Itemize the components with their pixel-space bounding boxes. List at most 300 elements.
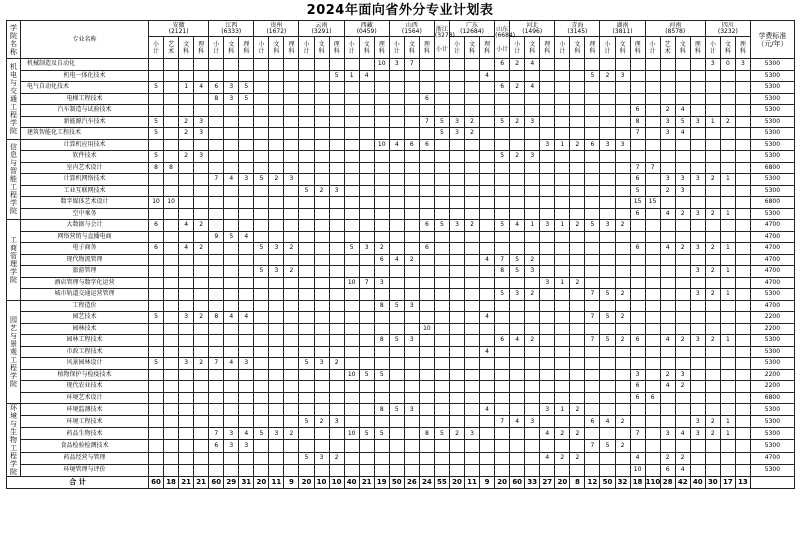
plan-count: 6 [149,243,164,255]
plan-count [419,162,434,174]
plan-count [585,208,600,220]
plan-count [284,208,299,220]
plan-count [254,220,269,232]
plan-count [209,243,224,255]
plan-count: 8 [630,116,645,128]
plan-count [209,128,224,140]
plan-count [329,82,344,94]
fee-value: 4700 [750,220,794,232]
plan-count [434,323,449,335]
plan-count [660,59,675,71]
plan-count [645,70,660,82]
plan-count [510,93,525,105]
plan-count [600,151,615,163]
province-name: 湖南 [616,21,629,29]
plan-count [209,392,224,404]
plan-count: 3 [449,116,464,128]
fee-value: 5300 [750,70,794,82]
plan-count: 8 [374,404,389,416]
plan-count [239,452,254,464]
plan-count [449,231,464,243]
plan-count [675,197,690,209]
category-header-like: 理 科 [329,37,344,59]
plan-count [705,346,720,358]
plan-count [735,392,750,404]
plan-count [284,70,299,82]
plan-count [209,197,224,209]
plan-count [705,277,720,289]
plan-count [209,369,224,381]
fee-value: 4700 [750,231,794,243]
plan-count [209,381,224,393]
plan-count: 7 [209,174,224,186]
plan-count [404,369,419,381]
table-row [7,416,795,428]
plan-count [194,139,209,151]
plan-count [359,464,374,476]
plan-count [660,323,675,335]
plan-count [690,105,705,117]
plan-count [344,335,359,347]
plan-count [480,128,495,140]
plan-count [510,139,525,151]
plan-count [585,369,600,381]
plan-count [389,128,404,140]
plan-count [735,369,750,381]
plan-count [179,59,194,71]
plan-count [359,346,374,358]
plan-count [615,243,630,255]
plan-count [645,243,660,255]
plan-count [284,369,299,381]
plan-count [359,358,374,370]
plan-count [735,300,750,312]
plan-count [630,440,645,452]
plan-count [480,300,495,312]
plan-count: 2 [194,358,209,370]
plan-count [570,185,585,197]
plan-count [269,82,284,94]
plan-count [555,346,570,358]
plan-count [735,93,750,105]
category-header-wenke: 文 科 [179,37,194,59]
plan-count [645,139,660,151]
plan-count: 10 [419,323,434,335]
plan-count: 3 [690,266,705,278]
plan-count [224,289,239,301]
plan-count [434,404,449,416]
plan-count [495,208,510,220]
plan-count [510,300,525,312]
plan-count [314,59,329,71]
plan-count [720,231,735,243]
plan-count [735,266,750,278]
plan-count [149,254,164,266]
plan-count [510,162,525,174]
plan-count [404,197,419,209]
plan-count [404,151,419,163]
plan-count: 2 [675,243,690,255]
plan-count [720,464,735,476]
plan-count: 3 [615,139,630,151]
plan-count [585,452,600,464]
plan-count: 3 [284,174,299,186]
plan-count [314,70,329,82]
plan-count [269,369,284,381]
plan-count [600,243,615,255]
plan-count: 4 [630,452,645,464]
plan-count [404,358,419,370]
plan-count [389,464,404,476]
plan-count [254,197,269,209]
plan-count [615,185,630,197]
plan-count [720,93,735,105]
plan-count [149,70,164,82]
fee-value: 5300 [750,335,794,347]
plan-count [299,220,314,232]
plan-count [194,266,209,278]
plan-count [540,346,555,358]
plan-count [645,93,660,105]
plan-count [510,452,525,464]
plan-count [510,185,525,197]
plan-count [555,300,570,312]
plan-count [720,151,735,163]
plan-count [570,416,585,428]
plan-count: 2 [555,452,570,464]
plan-count [675,70,690,82]
province-name: 江西 [225,21,238,29]
plan-count [675,416,690,428]
plan-count: 5 [254,266,269,278]
plan-count [660,162,675,174]
plan-count [374,440,389,452]
fee-value: 5300 [750,416,794,428]
plan-count [344,452,359,464]
category-header-wenke: 文 科 [525,37,540,59]
plan-count [720,440,735,452]
total-count: 12 [585,477,600,489]
plan-count [449,185,464,197]
plan-count [239,335,254,347]
plan-count [735,335,750,347]
plan-count [449,358,464,370]
plan-count [720,369,735,381]
plan-count [194,289,209,301]
plan-count [525,162,540,174]
plan-count [615,82,630,94]
plan-count: 2 [194,312,209,324]
province-code: (3291) [311,27,332,35]
plan-count [254,59,269,71]
plan-count: 1 [179,82,194,94]
fee-value: 2200 [750,369,794,381]
fee-value: 5300 [750,128,794,140]
table-row [7,139,795,151]
plan-count [645,381,660,393]
plan-count [480,116,495,128]
plan-count [419,440,434,452]
table-row [7,59,795,71]
plan-count [239,464,254,476]
plan-count [720,128,735,140]
major-name: 药品生物技术 [21,428,149,440]
plan-count [164,82,179,94]
plan-count [690,139,705,151]
plan-count [555,151,570,163]
plan-count [600,174,615,186]
fee-value: 6800 [750,392,794,404]
plan-count [720,358,735,370]
plan-count: 5 [359,428,374,440]
plan-count: 3 [690,243,705,255]
plan-count: 1 [720,289,735,301]
plan-count [540,231,555,243]
plan-count: 4 [179,220,194,232]
plan-count [359,208,374,220]
major-name: 园艺技术 [21,312,149,324]
plan-count [690,231,705,243]
plan-count [720,452,735,464]
plan-count [465,105,480,117]
plan-count [374,312,389,324]
plan-count [329,231,344,243]
plan-count [675,346,690,358]
plan-count [675,289,690,301]
plan-count [720,70,735,82]
category-header-like: 理 科 [690,37,705,59]
fee-value: 6800 [750,197,794,209]
plan-count [299,440,314,452]
plan-count [555,416,570,428]
plan-count: 4 [179,243,194,255]
plan-count: 2 [510,116,525,128]
plan-count [404,266,419,278]
fee-value: 5300 [750,346,794,358]
plan-count [179,346,194,358]
plan-count: 8 [149,162,164,174]
plan-count [389,440,404,452]
major-name: 机械制造及自动化 [21,59,149,71]
plan-count [449,452,464,464]
plan-count [269,452,284,464]
plan-count [585,428,600,440]
plan-count [284,93,299,105]
plan-count [149,452,164,464]
plan-count [615,197,630,209]
plan-count [344,323,359,335]
plan-count [495,174,510,186]
plan-count [480,358,495,370]
plan-count [705,254,720,266]
plan-count [705,452,720,464]
plan-count [480,185,495,197]
fee-value: 5300 [750,208,794,220]
plan-count [149,464,164,476]
plan-count [720,254,735,266]
plan-count [585,464,600,476]
plan-count [329,151,344,163]
plan-count: 3 [239,174,254,186]
plan-count [254,416,269,428]
table-row [7,128,795,140]
plan-count [359,440,374,452]
plan-count [164,254,179,266]
plan-count [434,162,449,174]
province-code: (3278) [434,31,455,39]
plan-count [705,162,720,174]
plan-count [585,231,600,243]
plan-count [194,428,209,440]
plan-count: 5 [254,243,269,255]
plan-count [269,440,284,452]
plan-count [570,335,585,347]
plan-count [389,162,404,174]
plan-count [374,208,389,220]
plan-count [449,162,464,174]
plan-count [344,440,359,452]
plan-count: 6 [419,93,434,105]
plan-count: 2 [510,82,525,94]
plan-count [164,335,179,347]
plan-count [419,464,434,476]
plan-count [149,174,164,186]
province-name: 贵州 [270,21,283,29]
plan-count [269,323,284,335]
plan-count [209,452,224,464]
plan-count [645,440,660,452]
plan-count [540,254,555,266]
plan-count [480,197,495,209]
plan-count [495,369,510,381]
plan-count [434,358,449,370]
plan-count [570,369,585,381]
plan-count: 7 [495,254,510,266]
plan-count [299,197,314,209]
plan-count [419,59,434,71]
plan-count [359,392,374,404]
plan-count [374,105,389,117]
plan-count [735,277,750,289]
plan-count [404,128,419,140]
plan-count [269,335,284,347]
fee-value: 6800 [750,162,794,174]
subtotal-label: 小计 [496,45,509,53]
total-count: 20 [254,477,269,489]
total-count: 9 [480,477,495,489]
table-row [7,243,795,255]
plan-count [615,428,630,440]
plan-count [359,254,374,266]
total-label: 合 计 [7,477,149,489]
plan-count [555,358,570,370]
plan-count [224,116,239,128]
plan-count [344,254,359,266]
plan-count [585,381,600,393]
plan-count [194,277,209,289]
plan-count: 1 [705,116,720,128]
table-row [7,220,795,232]
plan-count [359,151,374,163]
total-count: 26 [404,477,419,489]
plan-count [314,208,329,220]
plan-count: 3 [690,289,705,301]
plan-count [224,197,239,209]
plan-count [239,162,254,174]
plan-count: 3 [540,220,555,232]
plan-count: 4 [224,358,239,370]
plan-count: 6 [630,392,645,404]
plan-count [660,392,675,404]
plan-count [434,105,449,117]
plan-count [600,105,615,117]
plan-count [645,231,660,243]
plan-count [540,335,555,347]
plan-count [149,335,164,347]
plan-count: 2 [615,416,630,428]
plan-count [344,59,359,71]
plan-count: 2 [705,208,720,220]
plan-count [434,197,449,209]
plan-count [419,82,434,94]
plan-count [254,277,269,289]
plan-count [570,197,585,209]
province-code: (0459) [356,27,377,35]
plan-count [690,404,705,416]
plan-count [645,464,660,476]
plan-count: 5 [254,174,269,186]
table-row [7,392,795,404]
plan-count [615,404,630,416]
plan-count [359,323,374,335]
plan-count: 2 [284,266,299,278]
plan-count: 1 [720,208,735,220]
plan-count [720,185,735,197]
plan-count [179,392,194,404]
plan-count [314,128,329,140]
plan-count [299,381,314,393]
plan-count: 3 [449,220,464,232]
plan-count: 2 [705,428,720,440]
table-row [7,162,795,174]
plan-count [284,312,299,324]
plan-count: 3 [404,300,419,312]
plan-count [465,231,480,243]
plan-count [660,312,675,324]
plan-count [705,358,720,370]
plan-count [314,231,329,243]
plan-count [465,277,480,289]
plan-count [254,404,269,416]
plan-count [540,93,555,105]
fee-value: 5300 [750,82,794,94]
major-name: 机电一体化技术 [21,70,149,82]
plan-count [299,369,314,381]
plan-count: 4 [525,82,540,94]
plan-count [269,208,284,220]
plan-count [344,464,359,476]
plan-count [299,464,314,476]
plan-count [419,346,434,358]
plan-count [510,323,525,335]
plan-count [615,323,630,335]
plan-count [645,220,660,232]
plan-count [269,312,284,324]
major-name: 室内艺术设计 [21,162,149,174]
plan-count: 5 [630,185,645,197]
plan-count [329,404,344,416]
plan-count [284,220,299,232]
